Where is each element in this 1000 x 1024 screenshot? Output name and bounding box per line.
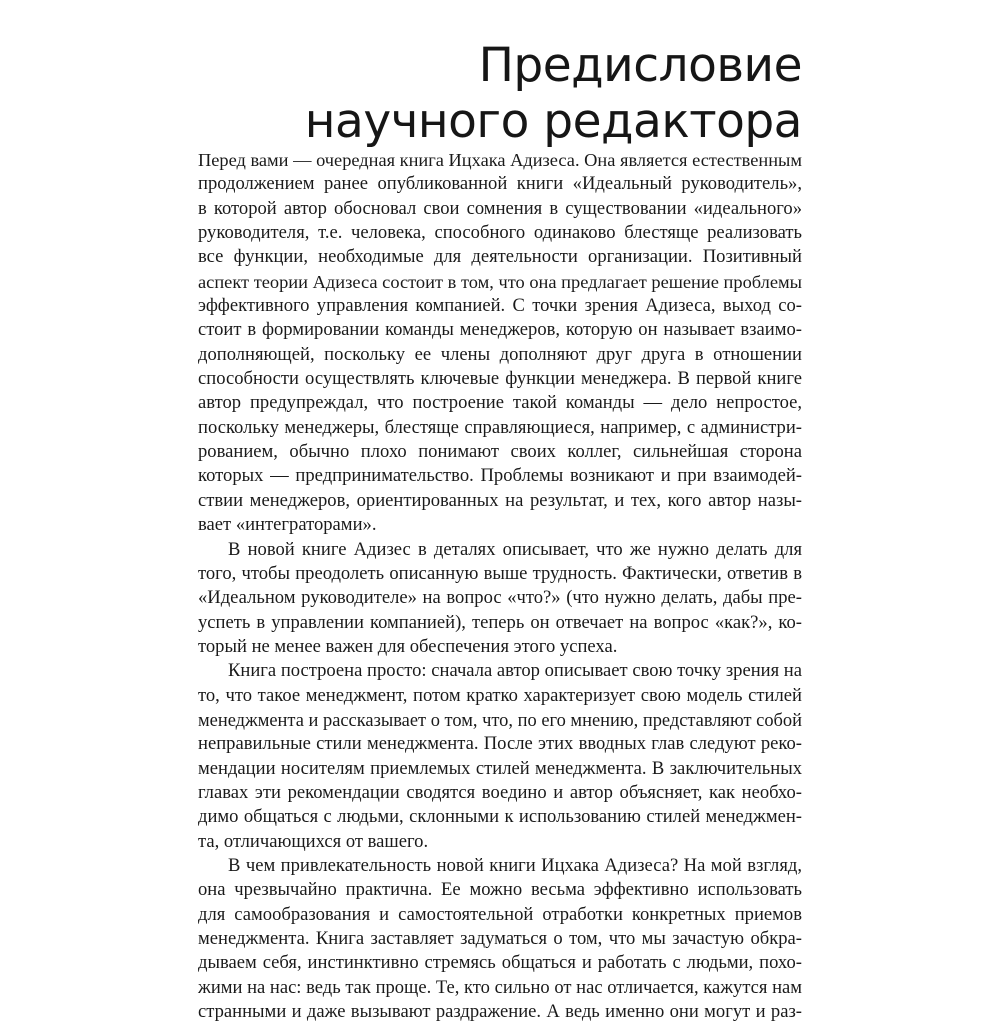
text-line: того, чтобы преодолеть описанную выше трудность. Фактически, ответив в [198, 562, 802, 584]
paragraph-3 [198, 659, 802, 854]
text-line: Перед вами — очередная книга Ицхака Адизеса. Она является естественным [198, 150, 802, 170]
text-line: автор предупреждал, что построение такой команды — дело непростое, [198, 392, 802, 414]
text-line: менеджмента. Книга заставляет задуматься о том, что мы зачастую обкра- [198, 928, 802, 949]
text-line: стоит в формировании команды менеджеров, которую он называет взаимо- [198, 319, 802, 341]
text-line: дываем себя, инстинктивно стремясь общаться и работать с людьми, похо- [198, 952, 802, 974]
text-line: рованием, обычно плохо понимают своих коллег, сильнейшая сторона [198, 441, 802, 463]
text-line: В новой книге Адизес в деталях описывает, что же нужно делать для [228, 538, 802, 560]
text-line: ствии менеджеров, ориентированных на результат, и тех, кого автор назы- [198, 489, 802, 511]
body-text [198, 148, 802, 1024]
text-line: продолжением ранее опубликованной книги «Идеальный руководитель», [198, 173, 802, 195]
text-line: В чем привлекательность новой книги Ицхака Адизеса? На мой взгляд, [228, 854, 802, 876]
text-line: вает «интеграторами». [198, 514, 377, 536]
text-line: способности осуществлять ключевые функции менеджера. В первой книге [198, 368, 802, 390]
text-line: «Идеальном руководителе» на вопрос «что?» (что нужно делать, дабы пре- [198, 587, 802, 609]
paragraph-4 [198, 854, 802, 1024]
paragraph-1 [198, 148, 802, 538]
text-line: главах эти рекомендации сводятся воедино и автор объясняет, как необхо- [198, 781, 802, 803]
text-line: аспект теории Адизеса состоит в том, что она предлагает решение проблемы [198, 271, 802, 292]
text-line: которых — предпринимательство. Проблемы возникают и при взаимодей- [198, 465, 802, 487]
paragraph-2 [198, 538, 802, 660]
text-line: для самообразования и самостоятельной отработки конкретных приемов [198, 903, 802, 925]
text-line: странными и даже вызывают раздражение. А ведь именно они могут и раз- [198, 1001, 802, 1023]
text-line: в которой автор обосновал свои сомнения в существовании «идеального» [198, 197, 802, 219]
text-line: она чрезвычайно практична. Ее можно весьма эффективно использовать [198, 879, 802, 901]
text-line: дополняющей, поскольку ее члены дополняют друг друга в отношении [198, 343, 802, 365]
text-line: менеджмента и рассказывает о том, что, по его мнению, представляют собой [198, 709, 802, 730]
text-line: мендации носителям приемлемых стилей менеджмента. В заключительных [198, 757, 802, 779]
text-line: неправильные стили менеджмента. После этих вводных глав следуют реко- [198, 733, 802, 755]
title-line-1: Предисловие [478, 38, 802, 93]
text-line: Книга построена просто: сначала автор описывает свою точку зрения на [228, 660, 802, 682]
text-line: торый не менее важен для обеспечения этого успеха. [198, 635, 618, 657]
text-line: руководителя, т.е. человека, способного одинаково блестяще реализовать [198, 222, 802, 244]
title-line-2: научного редактора [304, 94, 802, 149]
text-line: поскольку менеджеры, блестяще справляющиеся, например, с администри- [198, 416, 802, 438]
text-line: успеть в управлении компанией), теперь он отвечает на вопрос «как?», ко- [198, 611, 802, 633]
text-line: жими на нас: ведь так проще. Те, кто сильно от нас отличается, кажутся нам [198, 976, 802, 998]
text-line: то, что такое менеджмент, потом кратко характеризует свою модель стилей [198, 684, 802, 706]
text-line: эффективного управления компанией. С точки зрения Адизеса, выход со- [198, 295, 802, 317]
text-line: та, отличающихся от вашего. [198, 830, 429, 852]
text-line: димо общаться с людьми, склонными к использованию стилей менеджмен- [198, 806, 802, 828]
text-line: все функции, необходимые для деятельности организации. Позитивный [198, 246, 802, 268]
page-title [198, 38, 802, 150]
